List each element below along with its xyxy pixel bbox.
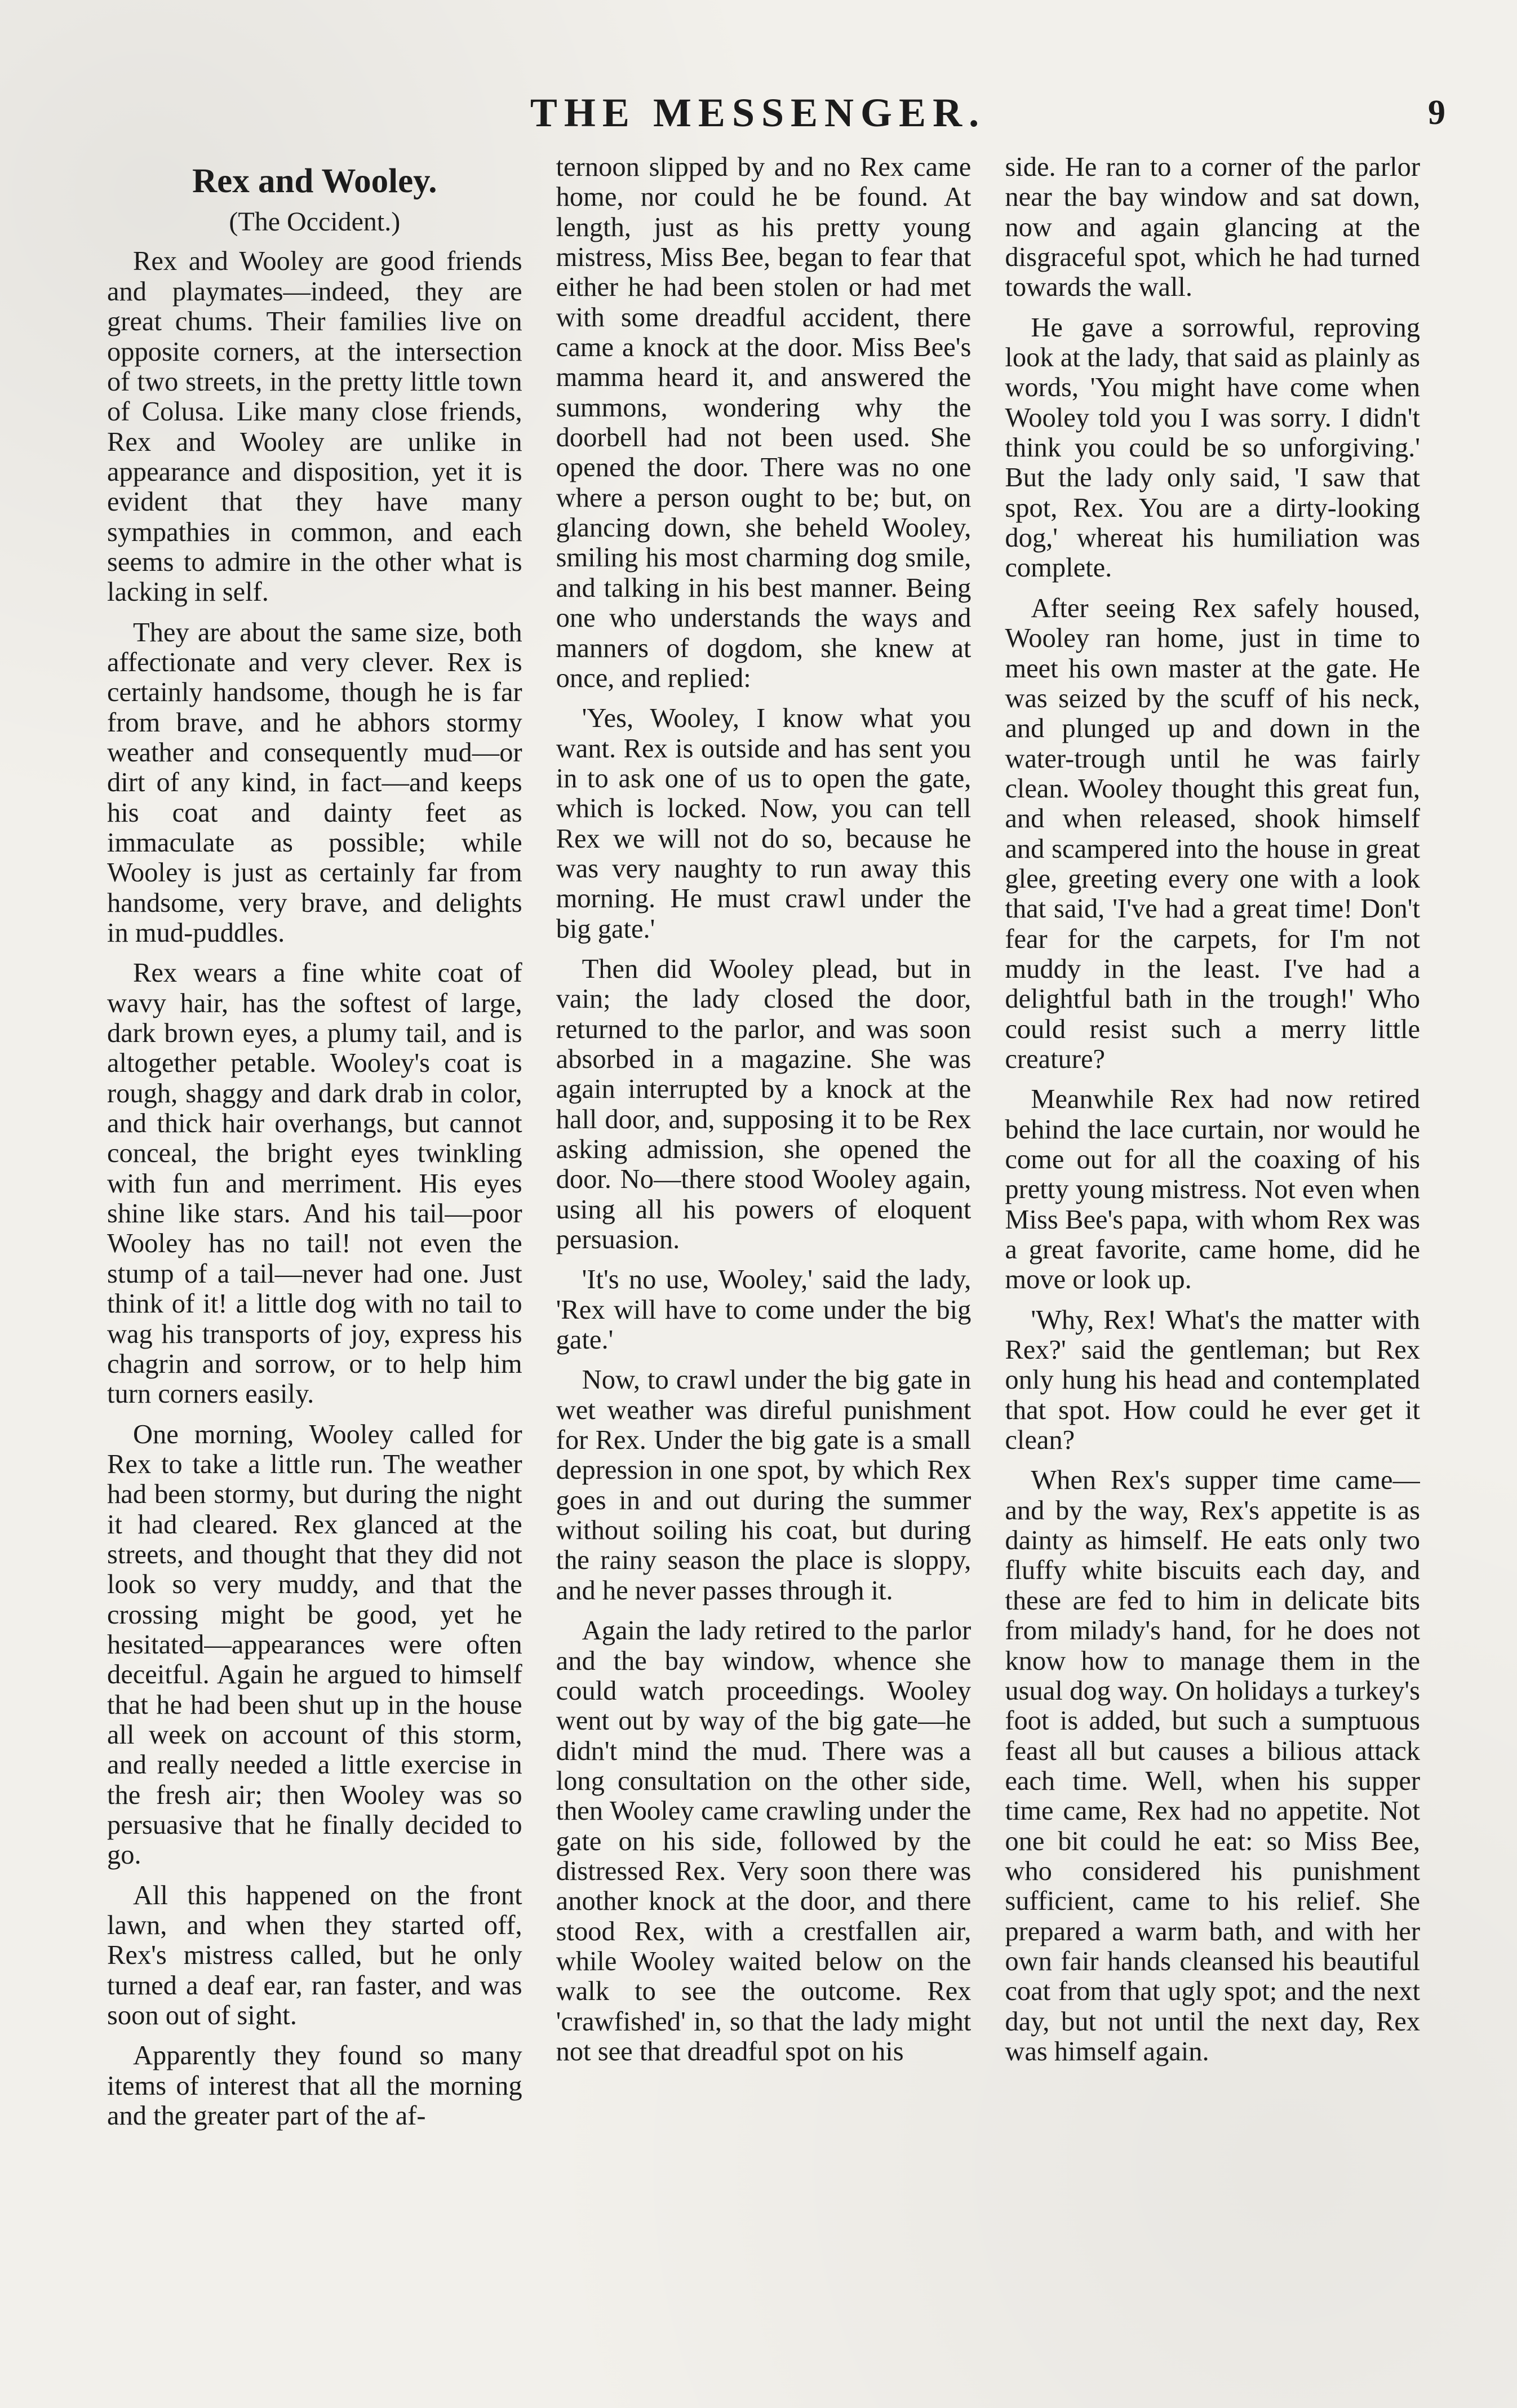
paragraph: Rex and Wooley are good friends and playmates—indeed, they are great chums. Their families live on opposite corners, at the intersection of two streets, in the pretty little town of Colusa. Like many close friends, Rex and Wooley are unlike in appearance and disposition, yet it is evident that they have many sympathies in common, and each seems to admire in the other what is lacking in self. xyxy=(107,246,522,607)
masthead: THE MESSENGER. xyxy=(530,90,986,135)
article-columns xyxy=(107,152,1420,2305)
column-2 xyxy=(556,152,972,2305)
paragraph: 'Why, Rex! What's the matter with Rex?' said the gentleman; but Rex only hung his head and contemplated that spot. How could he ever get it clean? xyxy=(1005,1305,1421,1456)
column-1 xyxy=(107,152,522,2305)
paragraph: Now, to crawl under the big gate in wet weather was direful punishment for Rex. Under the big gate is a small depression in one spot, by which Rex goes in and out during the summer without soiling his coat, but during the rainy season the place is sloppy, and he never passes through it. xyxy=(556,1365,972,1606)
paragraph: Apparently they found so many items of interest that all the morning and the greater part of the af- xyxy=(107,2041,522,2131)
article-source: (The Occident.) xyxy=(229,207,401,237)
paragraph: After seeing Rex safely housed, Wooley ran home, just in time to meet his own master at the gate. He was seized by the scuff of his neck, and plunged up and down in the water-trough until he was fairly clean. Wooley thought this great fun, and when released, shook himself and scampered into the house in great glee, greeting every one with a look that said, 'I've had a great time! Don't fear for the carpets, for I'm not muddy in the least. I've had a delightful bath in the trough!' Who could resist such a merry little creature? xyxy=(1005,593,1421,1074)
column-3 xyxy=(1005,152,1420,2305)
paragraph: 'Yes, Wooley, I know what you want. Rex is outside and has sent you in to ask one of us to open the gate, which is locked. Now, you can tell Rex we will not do so, because he was very naughty to run away this morning. He must crawl under the big gate.' xyxy=(556,703,972,944)
paragraph: When Rex's supper time came—and by the way, Rex's appetite is as dainty as himself. He eats only two fluffy white biscuits each day, and these are fed to him in delicate bits from milady's hand, for he does not know how to manage them in the usual dog way. On holidays a turkey's foot is added, but such a sumptuous feast all but causes a bilious attack each time. Well, when his supper time came, Rex had no appetite. Not one bit could he eat: so Miss Bee, who considered his punishment sufficient, came to his relief. She prepared a warm bath, and with her own fair hands cleansed his beautiful coat from that ugly spot; and the next day, but not until the next day, Rex was himself again. xyxy=(1005,1465,1421,2066)
paragraph: Rex wears a fine white coat of wavy hair, has the softest of large, dark brown eyes, a plumy tail, and is altogether petable. Wooley's coat is rough, shaggy and dark drab in color, and thick hair overhangs, but cannot conceal, the bright eyes twinkling with fun and merriment. His eyes shine like stars. And his tail—poor Wooley has no tail! not even the stump of a tail—never had one. Just think of it! a little dog with no tail to wag his transports of joy, express his chagrin and sorrow, or to help him turn corners easily. xyxy=(107,958,522,1409)
paragraph: One morning, Wooley called for Rex to take a little run. The weather had been stormy, but during the night it had cleared. Rex glanced at the streets, and thought that they did not look so very muddy, and that the crossing might be good, yet he hesitated—appearances were often deceitful. Again he argued to himself that he had been shut up in the house all week on account of this storm, and really needed a little exercise in the fresh air; then Wooley was so persuasive that he finally decided to go. xyxy=(107,1419,522,1870)
paragraph: All this happened on the front lawn, and when they started off, Rex's mistress called, but he only turned a deaf ear, ran faster, and was soon out of sight. xyxy=(107,1880,522,2031)
paragraph: side. He ran to a corner of the parlor near the bay window and sat down, now and again glancing at the disgraceful spot, which he had turned towards the wall. xyxy=(1005,152,1421,303)
paragraph: He gave a sorrowful, reproving look at the lady, that said as plainly as words, 'You might have come when Wooley told you I was sorry. I didn't think you could be so unforgiving.' But the lady only said, 'I saw that spot, Rex. You are a dirty-looking dog,' whereat his humiliation was complete. xyxy=(1005,312,1421,583)
page-number: 9 xyxy=(1428,94,1445,132)
paragraph: They are about the same size, both affectionate and very clever. Rex is certainly handsome, though he is far from brave, and he abhors stormy weather and consequently mud—or dirt of any kind, in fact—and keeps his coat and dainty feet as immaculate as possible; while Wooley is just as certainly far from handsome, very brave, and delights in mud-puddles. xyxy=(107,617,522,948)
paragraph: Meanwhile Rex had now retired behind the lace curtain, nor would he come out for all the coaxing of his pretty young mistress. Not even when Miss Bee's papa, with whom Rex was a great favorite, came home, did he move or look up. xyxy=(1005,1084,1421,1295)
paragraph: Then did Wooley plead, but in vain; the lady closed the door, returned to the parlor, and was soon absorbed in a magazine. She was again interrupted by a knock at the hall door, and, supposing it to be Rex asking admission, she opened the door. No—there stood Wooley again, using all his powers of eloquent persuasion. xyxy=(556,954,972,1255)
paragraph: ternoon slipped by and no Rex came home, nor could he be found. At length, just as his pretty young mistress, Miss Bee, began to fear that either he had been stolen or had met with some dreadful accident, there came a knock at the door. Miss Bee's mamma heard it, and answered the summons, wondering why the doorbell had not been used. She opened the door. There was no one where a person ought to be; but, on glancing down, she beheld Wooley, smiling his most charming dog smile, and talking in his best manner. Being one who understands the ways and manners of dogdom, she knew at once, and replied: xyxy=(556,152,972,693)
paragraph: 'It's no use, Wooley,' said the lady, 'Rex will have to come under the big gate.' xyxy=(556,1265,972,1355)
article-title: Rex and Wooley. xyxy=(192,162,437,200)
page-header xyxy=(0,85,1517,141)
paragraph: Again the lady retired to the parlor and the bay window, whence she could watch proceedings. Wooley went out by way of the big gate—he didn't mind the mud. There was a long consultation on the other side, then Wooley came crawling under the gate on his side, followed by the distressed Rex. Very soon there was another knock at the door, and there stood Rex, with a crestfallen air, while Wooley waited below on the walk to see the outcome. Rex 'crawfished' in, so that the lady might not see that dreadful spot on his xyxy=(556,1616,972,2066)
